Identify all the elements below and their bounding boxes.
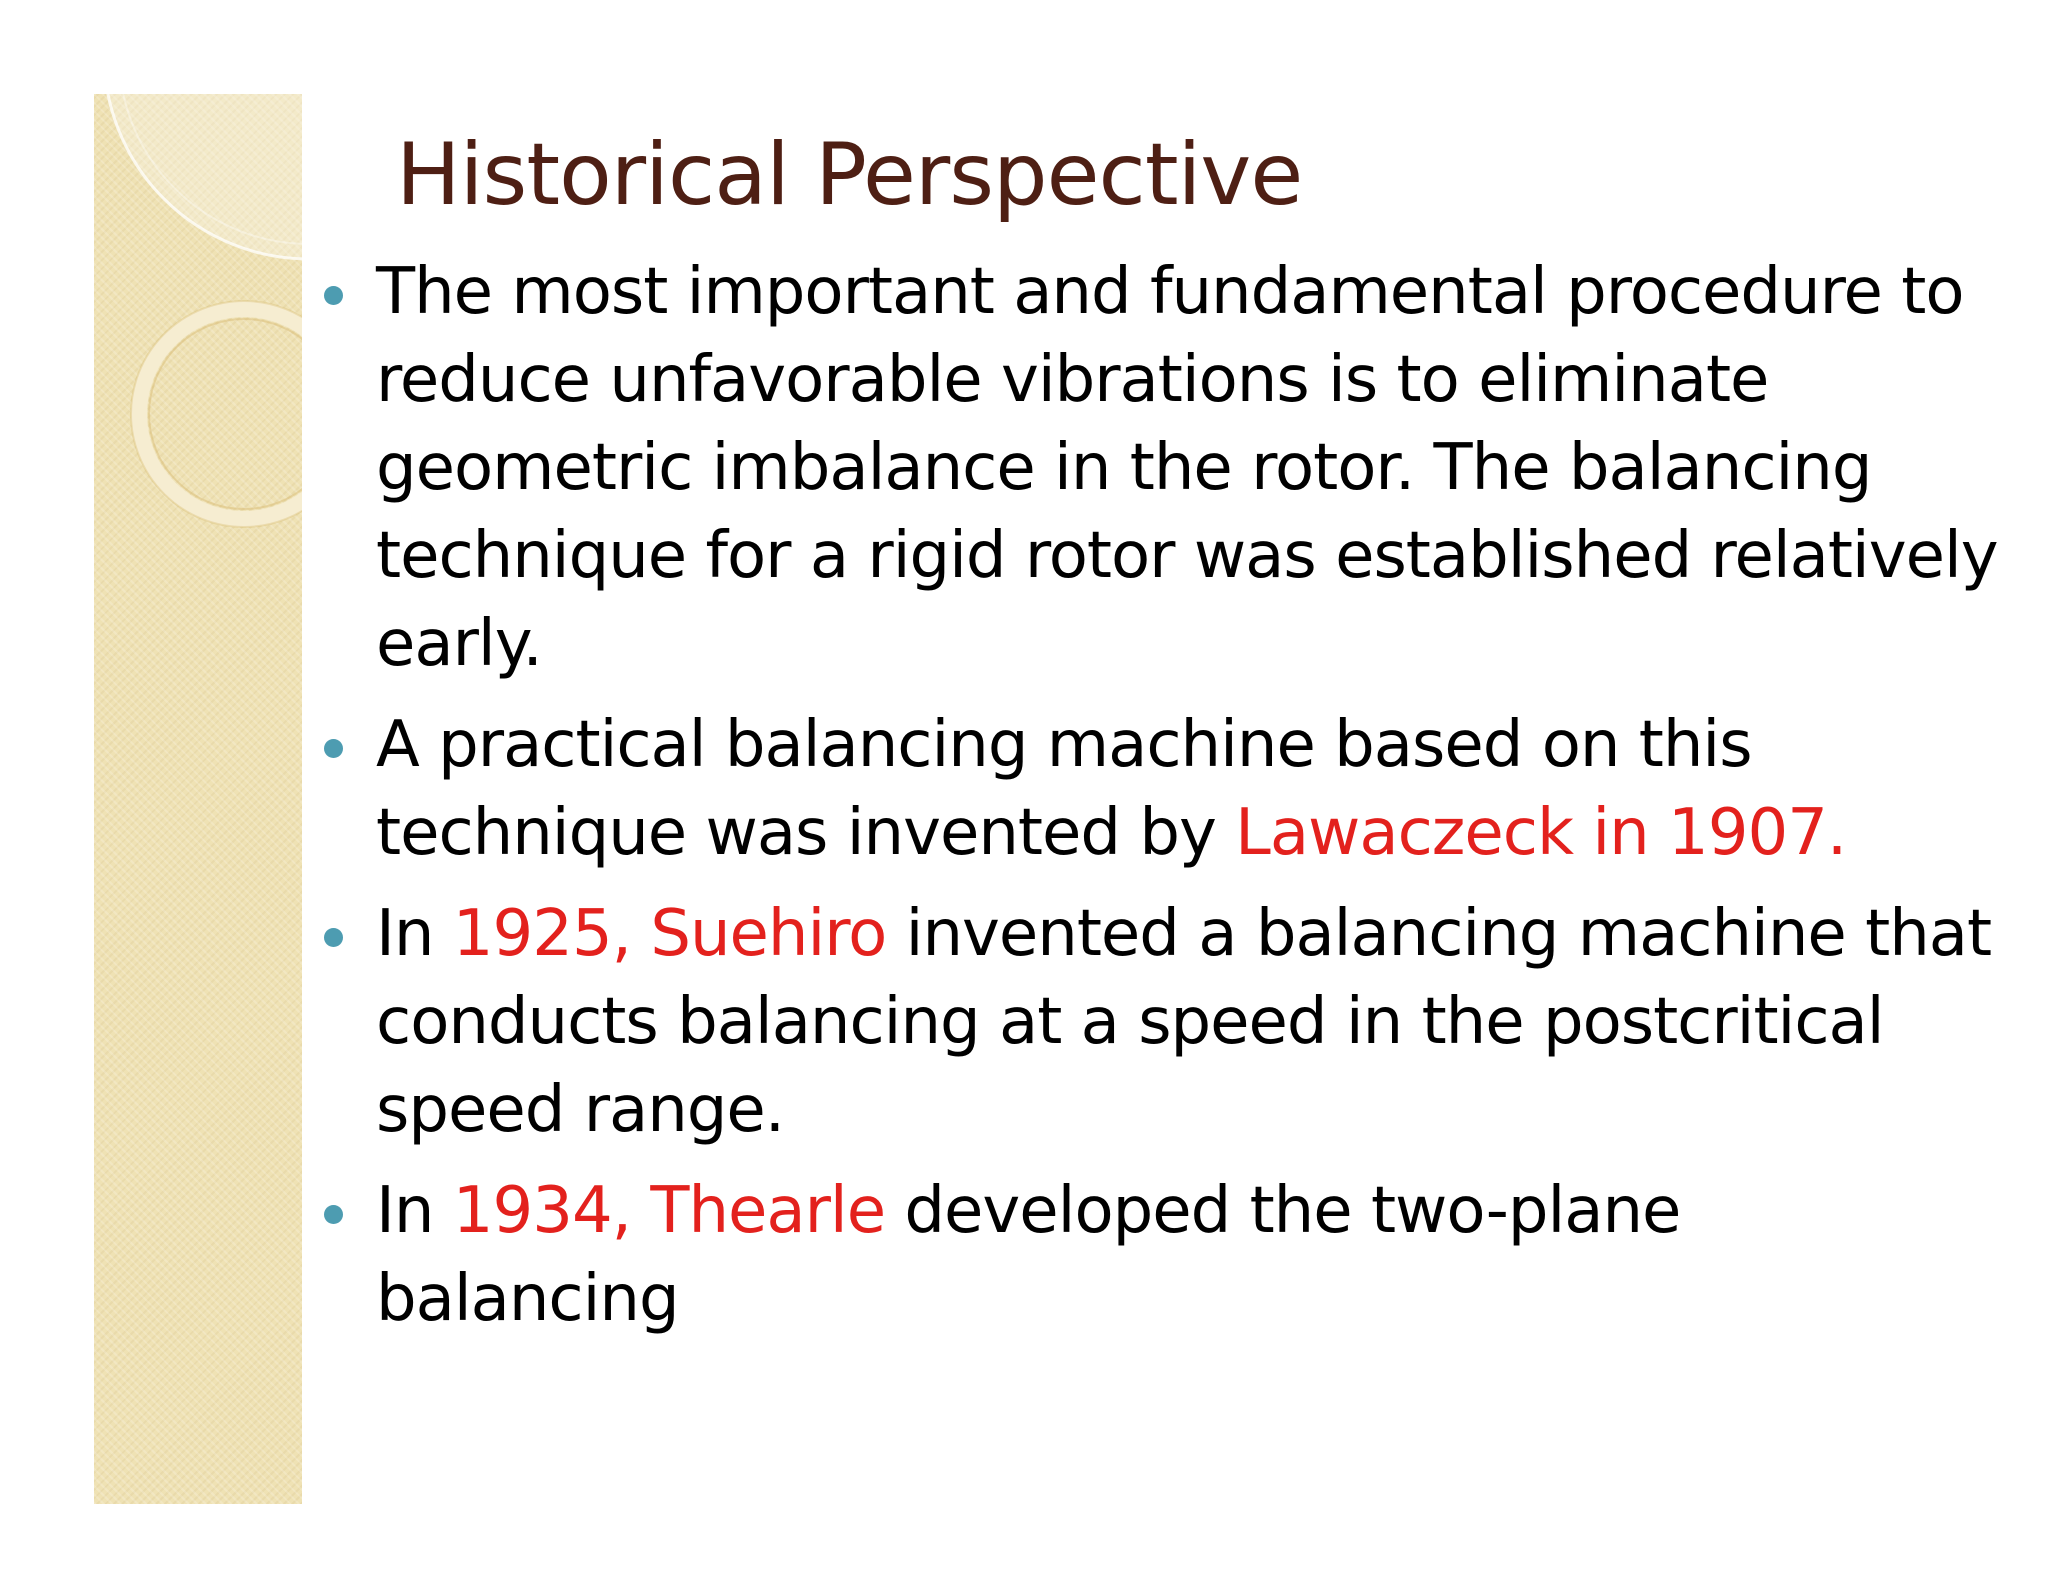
bullet-text: [376, 248, 1998, 688]
bullet-item: [318, 248, 1998, 688]
decorative-circles: [94, 94, 302, 1504]
decorative-side-band: [94, 94, 302, 1504]
bullet-item: [318, 1167, 1998, 1343]
slide-title: Historical Perspective: [396, 125, 1303, 225]
bullet-item: [318, 890, 1998, 1154]
highlighted-text: 1925, Suehiro: [452, 897, 887, 971]
bullet-text-body: invented a balancing machine that conducts balancing at a speed in the postcritical speed range.: [376, 897, 1992, 1147]
highlighted-text: 1934, Thearle: [452, 1174, 886, 1248]
bullet-item: [318, 701, 1998, 877]
bullet-dot-icon: [324, 286, 343, 305]
bullet-text-body: developed the two-plane balancing: [376, 1174, 1681, 1336]
bullet-text-body: In: [376, 897, 453, 971]
bullet-dot-icon: [324, 1205, 343, 1224]
bullet-text: [376, 1167, 1998, 1343]
bullet-text-body: The most important and fundamental procedure to reduce unfavorable vibrations is to eliminate geometric imbalance in the rotor. The balancing technique for a rigid rotor was established relatively early.: [376, 255, 1998, 681]
bullet-text: [376, 890, 1998, 1154]
bullet-dot-icon: [324, 739, 343, 758]
bullet-text-body: A practical balancing machine based on this technique was invented by: [376, 708, 1752, 870]
highlighted-text: Lawaczeck in 1907.: [1235, 796, 1847, 870]
bullet-dot-icon: [324, 928, 343, 947]
bullet-list: [318, 248, 1998, 1356]
bullet-text-body: In: [376, 1174, 453, 1248]
bullet-text: [376, 701, 1998, 877]
